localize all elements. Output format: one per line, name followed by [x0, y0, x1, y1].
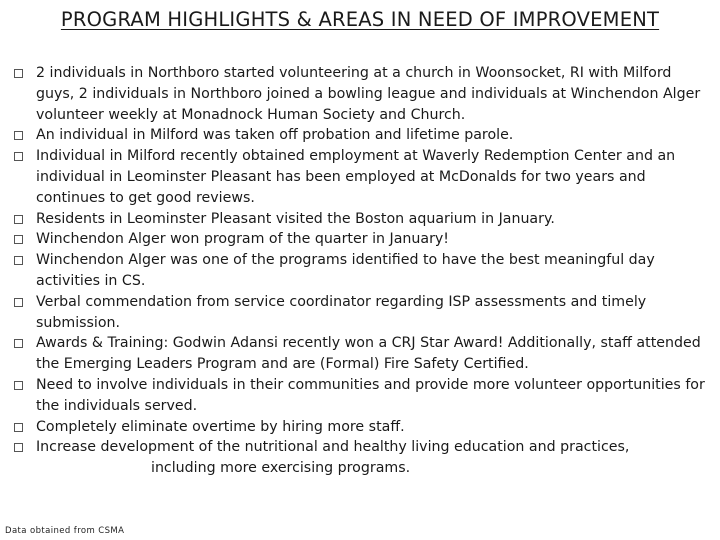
bullet-item	[14, 250, 706, 292]
bullet-item	[14, 333, 706, 375]
bullet-item-last	[14, 437, 706, 479]
bullet-text: 2 individuals in Northboro started volunteering at a church in Woonsocket, RI with Milford guys, 2 individuals in Northboro joined a bowling league and individuals at Winchendon Alger volunteer weekly at Monadnock Human Society and Church.	[36, 65, 701, 123]
bullet-box-icon	[14, 215, 23, 224]
bullet-item	[14, 146, 706, 208]
footer-source-note: Data obtained from CSMA	[5, 526, 125, 536]
bullet-item	[14, 209, 706, 230]
bullet-text: Winchendon Alger won program of the quarter in January!	[36, 231, 449, 248]
bullet-text: Winchendon Alger was one of the programs identified to have the best meaningful day activities in CS.	[36, 252, 655, 289]
bullet-box-icon	[14, 298, 23, 307]
bullet-box-icon	[14, 69, 23, 78]
bullet-text: Individual in Milford recently obtained employment at Waverly Redemption Center and an individual in Leominster Pleasant has been employed at McDonalds for two years and continues to get good reviews.	[36, 148, 676, 206]
bullet-text-line1: Increase development of the nutritional and healthy living education and practices,	[36, 439, 630, 456]
bullet-item	[14, 417, 706, 438]
bullet-box-icon	[14, 256, 23, 265]
bullet-text-line2: including more exercising programs.	[151, 460, 411, 477]
bullet-item	[14, 229, 706, 250]
bullet-text: Residents in Leominster Pleasant visited the Boston aquarium in January.	[36, 210, 555, 227]
bullet-text: Completely eliminate overtime by hiring more staff.	[36, 418, 405, 435]
bullet-box-icon	[14, 339, 23, 348]
slide-title: PROGRAM HIGHLIGHTS & AREAS IN NEED OF IMPROVEMENT	[60, 8, 660, 31]
bullet-text: Verbal commendation from service coordinator regarding ISP assessments and timely submission.	[36, 293, 647, 331]
bullet-item	[14, 292, 706, 334]
bullet-box-icon	[14, 443, 23, 452]
bullet-item	[14, 375, 706, 417]
bullet-box-icon	[14, 381, 23, 390]
bullet-item	[14, 63, 706, 125]
bullet-list	[14, 63, 706, 479]
bullet-box-icon	[14, 152, 23, 161]
bullet-item	[14, 125, 706, 146]
bullet-text: Awards & Training: Godwin Adansi recently won a CRJ Star Award! Additionally, staff attended the Emerging Leaders Program and are (Formal) Fire Safety Certified.	[36, 335, 701, 373]
bullet-box-icon	[14, 423, 23, 432]
bullet-text: Need to involve individuals in their communities and provide more volunteer opportunities for the individuals served.	[36, 376, 705, 414]
bullet-box-icon	[14, 235, 23, 244]
bullet-box-icon	[14, 131, 23, 140]
bullet-text: An individual in Milford was taken off probation and lifetime parole.	[36, 127, 514, 144]
